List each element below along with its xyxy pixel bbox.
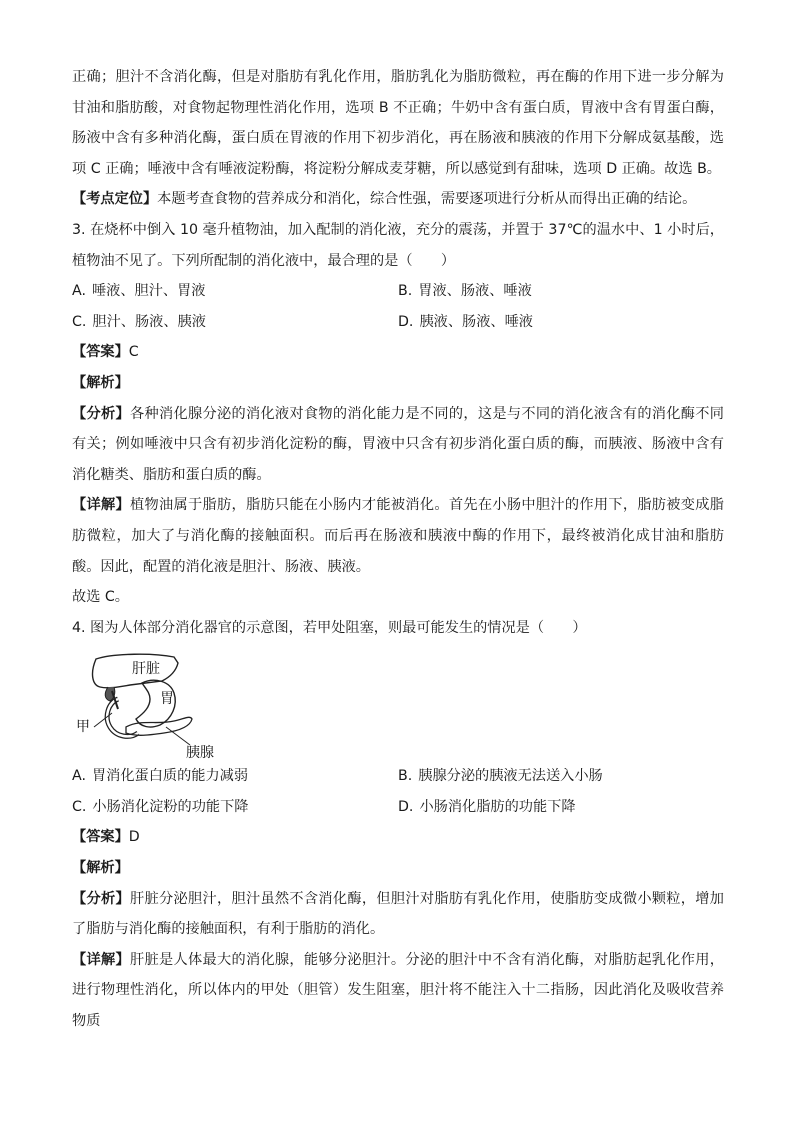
q4-option-d: D. 小肠消化脂肪的功能下降 [398, 798, 576, 815]
document-page [72, 62, 724, 1037]
q4-jiexi-tag: 【解析】 [72, 860, 129, 877]
q4-stem: 4. 图为人体部分消化器官的示意图，若甲处阻塞，则最可能发生的情况是（ ） [72, 619, 587, 636]
q3-answer [72, 337, 724, 368]
q3-xiangjie [72, 490, 724, 582]
digestive-organs-diagram [74, 647, 254, 759]
q4-option-b: B. 胰腺分泌的胰液无法送入小肠 [398, 768, 603, 785]
q3-fenxi [72, 399, 724, 491]
q3-options-row-1 [72, 276, 724, 307]
q4-option-a: A. 胃消化蛋白质的能力减弱 [72, 768, 249, 785]
xiangjie-tag: 【详解】 [72, 497, 130, 514]
label-pancreas: 胰腺 [186, 745, 214, 760]
answer-value: C [128, 344, 139, 361]
answer-tag: 【答案】 [72, 829, 129, 846]
digestive-organs-figure [74, 643, 724, 761]
q3-option-b: B. 胃液、肠液、唾液 [398, 283, 532, 300]
label-stomach: 胃 [160, 691, 174, 708]
xiangjie-tag: 【详解】 [72, 951, 130, 968]
kaodian-tag: 【考点定位】 [72, 191, 158, 208]
q3-guxuan: 故选 C。 [72, 589, 129, 606]
q4-options-row-2 [72, 792, 724, 823]
answer-tag: 【答案】 [72, 344, 129, 361]
q2-continuation: 正确；胆汁不含消化酶，但是对脂肪有乳化作用，脂肪乳化为脂肪微粒，再在酶的作用下进一步分解为甘油和脂肪酸，对食物起物理性消化作用，选项 B 不正确；牛奶中含有蛋白质，胃液中含有胃蛋白酶，肠液中含有多种消化酶，蛋白质在胃液的作用下初步消化，再在肠液和胰液的作用下分解成氨基酸，选项 C 正确；唾液中含有唾液淀粉酶，将淀粉分解成麦芽糖，所以感觉到有甜味，选项 D 正确。故选 B。 [72, 69, 724, 177]
label-jia: 甲 [76, 719, 90, 736]
q3-stem: 3. 在烧杯中倒入 10 毫升植物油，加入配制的消化液，充分的震荡，并置于 37℃的温水中、1 小时后，植物油不见了。下列所配制的消化液中，最合理的是（ ） [72, 221, 724, 269]
q3-option-c: C. 胆汁、肠液、胰液 [72, 313, 206, 330]
q4-option-c: C. 小肠消化淀粉的功能下降 [72, 798, 249, 815]
q2-kaodian [72, 184, 724, 215]
q3-option-a: A. 唾液、胆汁、胃液 [72, 283, 206, 300]
q4-fenxi [72, 884, 724, 945]
q3-jiexi-tag: 【解析】 [72, 374, 129, 391]
fenxi-tag: 【分析】 [72, 405, 130, 422]
q4-answer [72, 822, 724, 853]
q3-options-row-2 [72, 307, 724, 338]
fenxi-text: 肝脏分泌胆汁，胆汁虽然不含消化酶，但胆汁对脂肪有乳化作用，使脂肪变成微小颗粒，增加了脂肪与消化酶的接触面积，有利于脂肪的消化。 [72, 890, 724, 938]
q4-options-row-1 [72, 761, 724, 792]
kaodian-text: 本题考查食物的营养成分和消化，综合性强，需要逐项进行分析从而得出正确的结论。 [157, 191, 697, 208]
label-liver: 肝脏 [132, 661, 160, 678]
fenxi-tag: 【分析】 [72, 890, 130, 907]
fenxi-text: 各种消化腺分泌的消化液对食物的消化能力是不同的，这是与不同的消化液含有的消化酶不同有关；例如唾液中只含有初步消化淀粉的酶，胃液中只含有初步消化蛋白质的酶，而胰液、肠液中含有消化糖类、脂肪和蛋白质的酶。 [72, 405, 724, 483]
answer-value: D [128, 829, 140, 846]
q4-xiangjie [72, 945, 724, 1037]
q3-option-d: D. 胰液、肠液、唾液 [398, 313, 533, 330]
xiangjie-text: 肝脏是人体最大的消化腺，能够分泌胆汁。分泌的胆汁中不含有消化酶，对脂肪起乳化作用，进行物理性消化，所以体内的甲处（胆管）发生阻塞，胆汁将不能注入十二指肠，因此消化及吸收营养物质 [72, 951, 724, 1030]
xiangjie-text: 植物油属于脂肪，脂肪只能在小肠内才能被消化。首先在小肠中胆汁的作用下，脂肪被变成脂肪微粒，加大了与消化酶的接触面积。而后再在肠液和胰液中酶的作用下，最终被消化成甘油和脂肪酸。因此，配置的消化液是胆汁、肠液、胰液。 [72, 497, 724, 575]
